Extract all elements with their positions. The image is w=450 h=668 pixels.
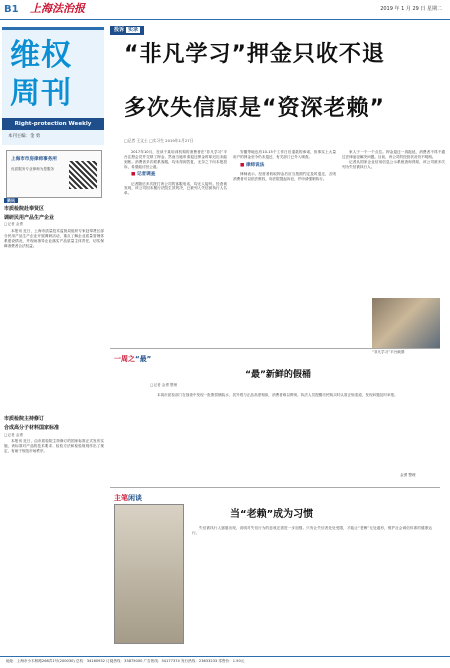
kicker-label: 投诉 xyxy=(114,27,125,33)
kicker-tag: 实录 xyxy=(128,27,139,33)
editorial-headline: 当“老赖”成为习惯 xyxy=(230,509,314,520)
story-photo xyxy=(372,298,440,348)
issue-date: 2019 年 1 月 29 日 星期二 xyxy=(380,6,442,12)
editorial-box xyxy=(110,487,440,653)
masthead-title-line1: 维权 xyxy=(10,38,72,73)
author-portrait xyxy=(114,504,184,644)
masthead-editor: 本刊主编：金 勇 xyxy=(8,134,41,139)
brief-headline: 市质检院赴奉贤区 xyxy=(4,205,45,212)
brief-byline: □记者 金勇 xyxy=(4,432,23,437)
box-label-text: 主笔 xyxy=(114,494,128,502)
brief-subheadline: 合成高分子材料国家标准 xyxy=(4,424,60,431)
subhead: ■ 记者调查 xyxy=(124,172,227,178)
brief-byline: □记者 金勇 xyxy=(4,222,23,227)
page-number: B1 xyxy=(4,4,19,15)
brief-body: 本报讯 近日，由市质检院主持修订的国家标准正式发布实施，该标准对产品的技术要求、检验方法和检验规则作出了规定，有助于规范市场秩序。 xyxy=(4,439,104,454)
story-paragraph: 2017年10月，在读于某培训机构的消费者在“非凡学习”平台注册会员并交纳了押金，然而当她申请退还押金时却迟迟未能到账。消费者多次联系客服，均未得到答复，无奈之下向本报投诉，希望能讨回公道。 xyxy=(124,150,227,169)
story-column-2 xyxy=(233,150,336,182)
editorial-body: 失信被执行人屡屡出现，说明对失信行为的惩戒还需进一步加强。只有让失信者处处受限，才能让“老赖”无处遁形，维护社会诚信体系的健康运行。 xyxy=(192,526,432,535)
headline-line-1: “非凡学习”押金只收不退 xyxy=(124,42,385,67)
story-column-3 xyxy=(342,150,445,169)
qr-code-icon xyxy=(69,161,97,189)
page-header xyxy=(0,0,450,20)
box-label xyxy=(114,355,151,364)
advert-title: 上海市市房律师事务所 xyxy=(11,157,57,162)
section-tag: 资讯 xyxy=(4,198,18,203)
story-paragraph: 记者随后多次拨打该公司的客服电话，均无人接听。经查询发现，该公司因未履行法院生效判决，已被列入失信被执行人名单。 xyxy=(124,181,227,196)
news-brief-1 xyxy=(4,198,104,249)
box-label-text: 一周之 xyxy=(114,355,135,363)
law-firm-advert xyxy=(6,150,102,198)
box-byline: □记者 金勇 整理 xyxy=(150,383,178,387)
story-paragraph: 家人于一个一个点位。押金退还一再拖延，消费者不得不通过法律途径解决问题。目前，该公司的经营状况仍不明朗。 xyxy=(342,150,445,159)
masthead-title-line2: 周刊 xyxy=(10,76,72,111)
newspaper-logo: 上海法治报 xyxy=(30,2,85,15)
story-column-1 xyxy=(124,150,227,196)
photo-caption: “非凡学习”平台截图 xyxy=(372,350,405,354)
story-paragraph: 安徽等地也有10-15个工作日后退款的承诺，但事实上大量用户的押金至今仍未退还，有关部门已介入调查。 xyxy=(233,150,336,159)
box-label-accent: 闲谈 xyxy=(128,494,142,502)
section-masthead xyxy=(2,27,104,145)
subhead: ■ 律师说法 xyxy=(233,163,336,169)
weekly-most-box xyxy=(110,348,440,483)
brief-subheadline: 调研民用产品生产企业 xyxy=(4,214,55,221)
masthead-english-title: Right-protection Weekly xyxy=(2,118,104,130)
story-byline: □记者 王文士 □实习生 2019年1月27日 xyxy=(124,138,194,143)
box-label xyxy=(114,494,142,503)
brief-headline: 市质检院主持修订 xyxy=(4,416,45,422)
story-paragraph: 记者从国家企业信用信息公示系统查询得知，该公司被多次列为失信被执行人。 xyxy=(342,159,445,169)
box-headline: “最”新鲜的假桶 xyxy=(245,370,311,380)
story-kicker xyxy=(110,26,144,35)
page-footer: 地址：上海市小木桥路268弄1号(200030) 总机：34160932 订阅热线：33875000 广告热线：54177374 发行热线：23633233 零售价：1.50元 xyxy=(0,656,450,668)
left-column xyxy=(0,22,106,656)
box-label-accent: “最” xyxy=(135,355,152,363)
news-brief-2 xyxy=(4,414,104,454)
box-body: 本周市质检部门在抽查中发现一批假冒桶装水，其外观与正品高度相似，消费者难以辨别。执法人员提醒市民购买时认准正规渠道，发现问题及时举报。 xyxy=(157,393,398,397)
brief-body: 本报讯 近日，上海市质量技术监督局组织专家赴奉贤区部分民用产品生产企业开展调研活动，重点了解企业质量管理体系建设情况，并现场指导企业落实产品质量主体责任，切实保障消费者合法权益。 xyxy=(4,229,104,248)
story-paragraph: 律师表示，经营者收取押金后应当按照约定及时退还，否则消费者可以依法维权，向法院提起诉讼，并申请强制执行。 xyxy=(233,171,336,181)
headline-line-2: 多次失信原是“资深老赖” xyxy=(124,96,385,121)
advert-text: 优质服务专业律师为您服务 xyxy=(11,167,55,171)
box-note: 金勇 整理 xyxy=(400,473,416,477)
